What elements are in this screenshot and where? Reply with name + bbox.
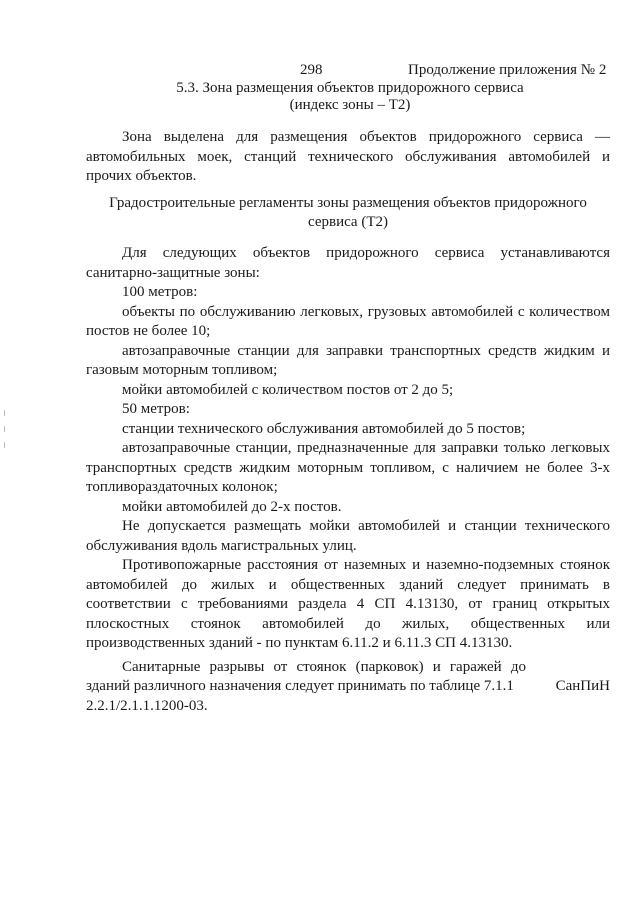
- section-title-line2: (индекс зоны – Т2): [289, 97, 411, 113]
- intro-paragraph: Зона выделена для размещения объектов придорожного сервиса — автомобильных моек, станций технического обслуживания автомобилей и прочих объектов.: [86, 129, 610, 184]
- sanitary-text: Санитарные разрывы от стоянок (парковок) и гаражей до зданий различного назначения следует принимать по таблице 7.1.1: [86, 658, 526, 694]
- main-body: [86, 244, 610, 716]
- binding-marks: [0, 400, 12, 480]
- sanitary-row: [86, 658, 610, 697]
- list-item: станции технического обслуживания автомобилей до 5 постов;: [122, 420, 526, 437]
- subtitle-line1: Градостроительные регламенты зоны размещения объектов придорожного: [109, 195, 587, 211]
- margin-mark: [4, 442, 5, 448]
- page-number: 298: [300, 62, 323, 78]
- fire-distances-paragraph: Противопожарные расстояния от наземных и наземно-подземных стоянок автомобилей до жилых и общественных зданий следует принимать в соответствии с требованиями раздела 4 СП 4.13130, от границ открытых плоскостных стоянок автомобилей до жилых, общественных или производственных зданий - по пунктам 6.11.2 и 6.11.3 СП 4.13130.: [86, 557, 610, 651]
- sanpin-number: 2.2.1/2.1.1.1200-03.: [86, 697, 208, 714]
- regulations-subtitle: [86, 194, 610, 232]
- list-item: мойки автомобилей до 2-х постов.: [122, 498, 342, 515]
- zone-100-label: 100 метров:: [122, 284, 198, 300]
- zone-50-label: 50 метров:: [122, 401, 190, 417]
- margin-mark: [4, 426, 5, 432]
- sanitary-paragraph: [86, 658, 610, 717]
- lead-paragraph: Для следующих объектов придорожного сервиса устанавливаются санитарно-защитные зоны:: [86, 245, 610, 281]
- subtitle-line2: сервиса (Т2): [307, 214, 388, 230]
- section-title-line1: 5.3. Зона размещения объектов придорожного сервиса: [176, 80, 524, 96]
- appendix-label: Продолжение приложения № 2: [408, 62, 607, 78]
- list-item: мойки автомобилей с количеством постов от 2 до 5;: [122, 381, 454, 398]
- sanpin-label: СанПиН: [555, 678, 610, 694]
- list-item: автозаправочные станции, предназначенные для заправки только легковых транспортных средств жидким моторным топливом, с наличием не более 3-х топливораздаточных колонок;: [86, 440, 610, 495]
- margin-mark: [4, 410, 5, 416]
- list-item: автозаправочные станции для заправки транспортных средств жидким и газовым моторным топливом;: [86, 342, 610, 378]
- prohibition-paragraph: Не допускается размещать мойки автомобилей и станции технического обслуживания вдоль магистральных улиц.: [86, 518, 610, 554]
- intro-block: [86, 128, 610, 187]
- section-title: [100, 80, 600, 114]
- page-header: [0, 62, 640, 82]
- list-item: объекты по обслуживанию легковых, грузовых автомобилей с количеством постов не более 10;: [86, 303, 610, 339]
